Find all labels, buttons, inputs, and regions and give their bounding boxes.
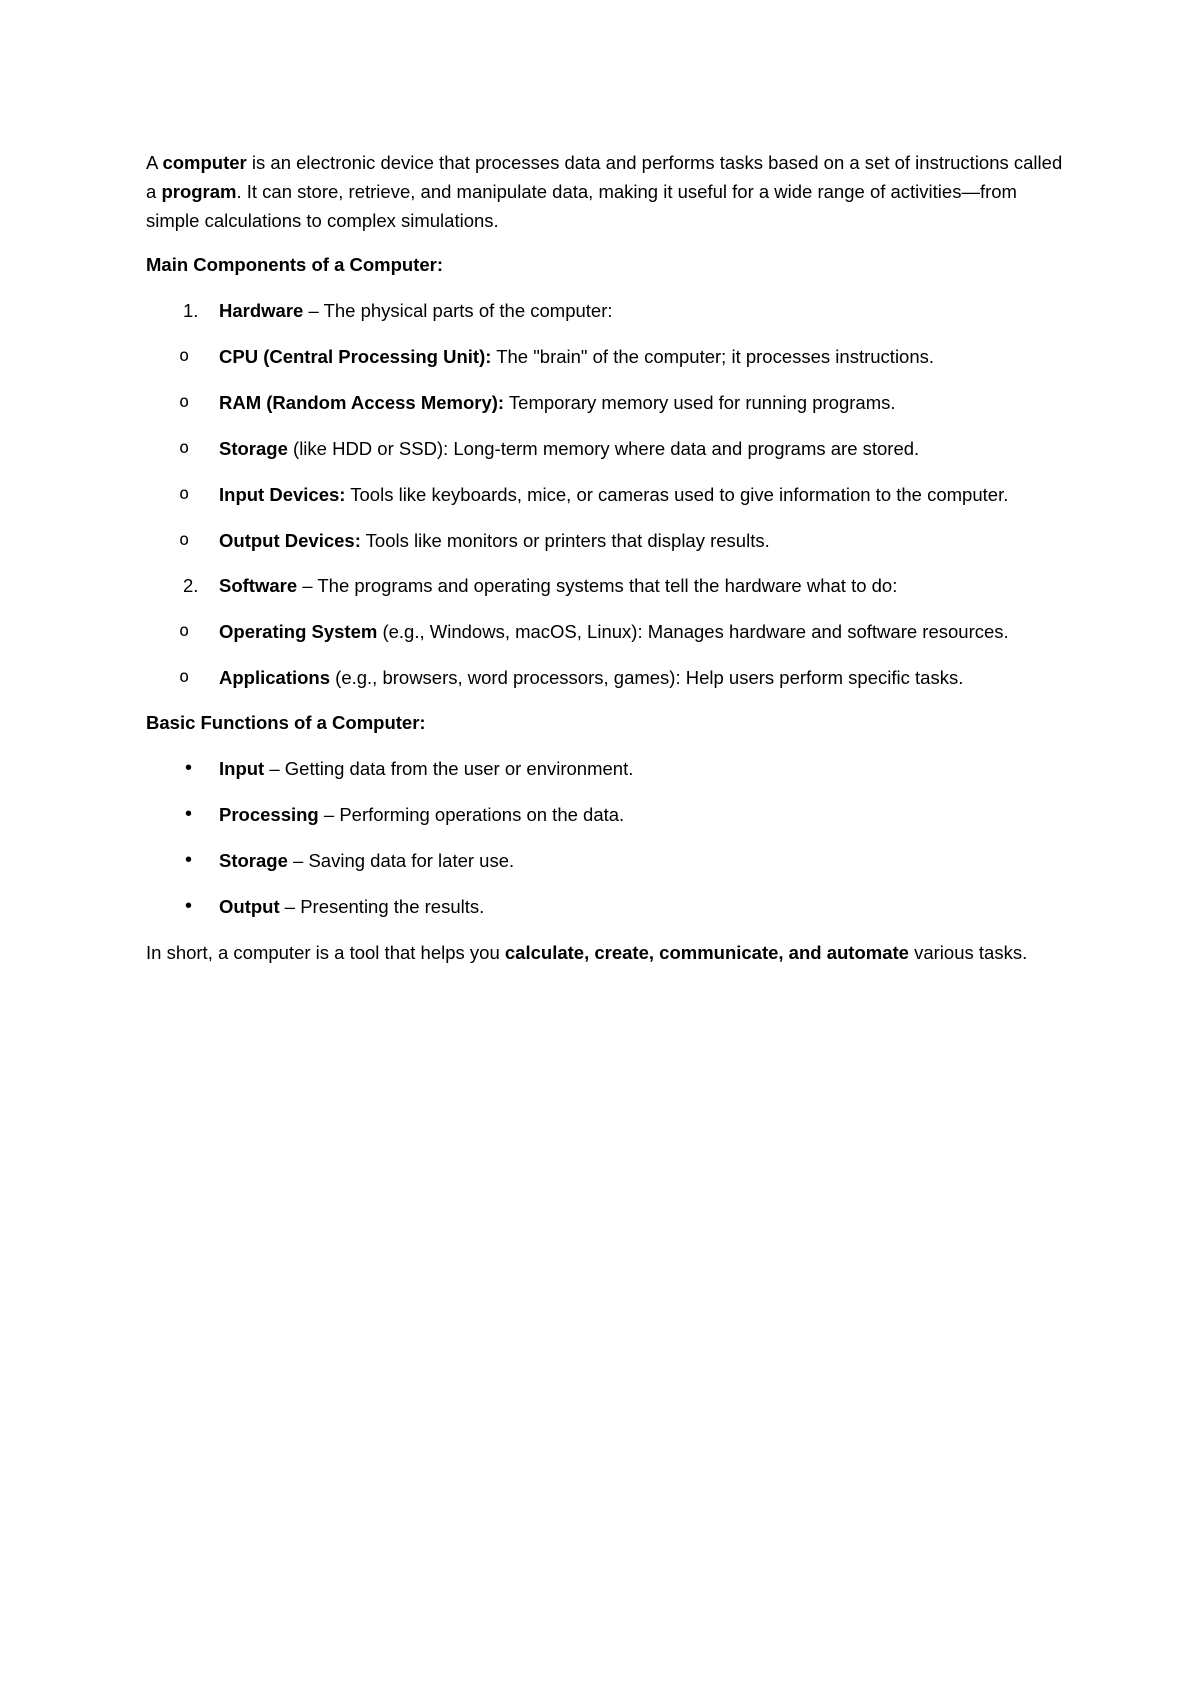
sub-item-desc: Tools like keyboards, mice, or cameras used to give information to the computer. (345, 484, 1009, 505)
function-label: Input (219, 758, 265, 779)
sub-item-desc: Temporary memory used for running programs. (504, 392, 896, 413)
function-desc: – Performing operations on the data. (318, 804, 625, 825)
component-label: Software (219, 575, 298, 596)
component-line (219, 571, 1066, 600)
closing-text-1: In short, a computer is a tool that helps you (146, 942, 505, 963)
sub-item-label: Input Devices: (219, 484, 346, 505)
list-number: 1. (183, 300, 199, 321)
sub-item-desc: (e.g., Windows, macOS, Linux): Manages hardware and software resources. (377, 621, 1009, 642)
sub-item-label: Applications (219, 667, 331, 688)
circle-bullet-icon: o (179, 530, 190, 550)
function-storage (146, 846, 1066, 875)
function-label: Output (219, 896, 280, 917)
closing-paragraph (146, 938, 1066, 967)
sub-item-label: Operating System (219, 621, 378, 642)
intro-paragraph (146, 148, 1066, 235)
function-desc: – Presenting the results. (279, 896, 485, 917)
bullet-dot-icon: • (185, 803, 193, 825)
sub-item-desc: (e.g., browsers, word processors, games): Help users perform specific tasks. (330, 667, 964, 688)
circle-bullet-icon: o (179, 484, 190, 504)
document-page (146, 148, 1066, 967)
sub-item-applications (179, 663, 1066, 692)
circle-bullet-icon: o (179, 621, 190, 641)
functions-list (146, 754, 1066, 921)
sub-item-label: CPU (Central Processing Unit): (219, 346, 492, 367)
function-label: Processing (219, 804, 319, 825)
function-desc: – Saving data for later use. (287, 850, 515, 871)
bullet-dot-icon: • (185, 895, 193, 917)
component-hardware (146, 296, 1066, 555)
intro-text-3: . It can store, retrieve, and manipulate data, making it useful for a wide range of activities—from simple calculations to complex simulations. (146, 181, 1017, 231)
sub-item-output-devices (179, 526, 1066, 555)
bullet-dot-icon: • (185, 849, 193, 871)
components-list (146, 296, 1066, 692)
sub-item-operating-system (179, 617, 1066, 646)
software-sublist (179, 617, 1066, 692)
hardware-sublist (179, 342, 1066, 555)
circle-bullet-icon: o (179, 346, 190, 366)
function-input (146, 754, 1066, 783)
function-output (146, 892, 1066, 921)
function-label: Storage (219, 850, 288, 871)
sub-item-input-devices (179, 480, 1066, 509)
function-desc: – Getting data from the user or environment. (264, 758, 634, 779)
components-heading: Main Components of a Computer: (146, 254, 444, 275)
sub-item-cpu (179, 342, 1066, 371)
closing-text-2: various tasks. (908, 942, 1028, 963)
sub-item-storage (179, 434, 1066, 463)
sub-item-label: Storage (219, 438, 288, 459)
sub-item-desc: Tools like monitors or printers that display results. (360, 530, 770, 551)
sub-item-desc: The "brain" of the computer; it processes instructions. (491, 346, 935, 367)
component-label: Hardware (219, 300, 304, 321)
component-software (146, 571, 1066, 692)
functions-heading: Basic Functions of a Computer: (146, 712, 426, 733)
intro-text-2: is an electronic device that processes data and performs tasks based on a set of instructions called a (146, 152, 1063, 202)
intro-text-1: A (146, 152, 163, 173)
sub-item-desc: (like HDD or SSD): Long-term memory where data and programs are stored. (287, 438, 920, 459)
list-number: 2. (183, 575, 199, 596)
term-computer: computer (162, 152, 247, 173)
circle-bullet-icon: o (179, 667, 190, 687)
sub-item-label: Output Devices: (219, 530, 361, 551)
term-program: program (161, 181, 237, 202)
sub-item-label: RAM (Random Access Memory): (219, 392, 505, 413)
component-desc: – The programs and operating systems that tell the hardware what to do: (297, 575, 898, 596)
sub-item-ram (179, 388, 1066, 417)
bullet-dot-icon: • (185, 757, 193, 779)
component-desc: – The physical parts of the computer: (303, 300, 613, 321)
closing-emphasis: calculate, create, communicate, and automate (504, 942, 909, 963)
function-processing (146, 800, 1066, 829)
circle-bullet-icon: o (179, 438, 190, 458)
component-line (219, 296, 1066, 325)
circle-bullet-icon: o (179, 392, 190, 412)
